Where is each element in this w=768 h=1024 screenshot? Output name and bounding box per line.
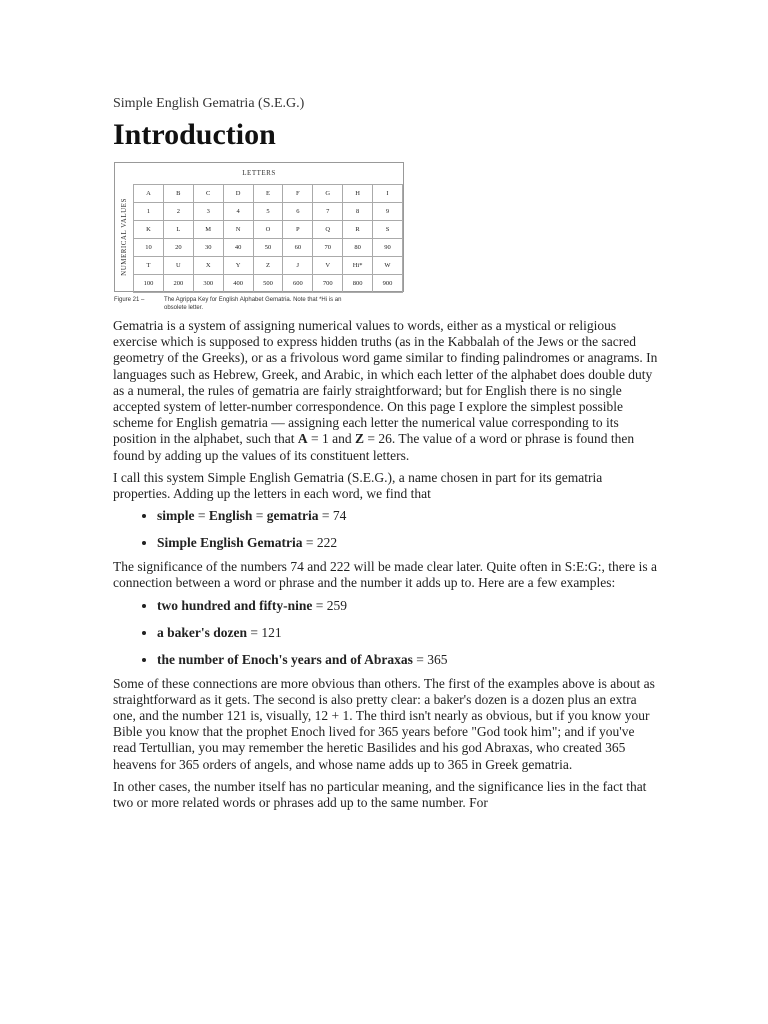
figure-grid	[133, 184, 403, 293]
figure-cell: 400	[223, 275, 253, 293]
figure-letters-header: LETTERS	[242, 169, 276, 177]
figure-cell: 40	[223, 239, 253, 257]
figure-cell: G	[313, 185, 343, 203]
figure-cell: L	[163, 221, 193, 239]
paragraph-significance: The significance of the numbers 74 and 222 will be made clear later. Quite often in S:E:G:, there is a connection between a word or phrase and the number it adds up to. Here are a few examples:	[113, 559, 657, 591]
figure-cell: 50	[253, 239, 283, 257]
figure-cell: Hi*	[343, 257, 373, 275]
text-run: = 26. The value of a word or phrase is found then found by adding up the values of its constituent letters.	[113, 431, 635, 463]
value: = 74	[318, 508, 347, 524]
figure-cell: 100	[134, 275, 164, 293]
bold-term: gematria	[266, 508, 319, 524]
bold-letter: A	[297, 431, 308, 447]
figure-cell: A	[134, 185, 164, 203]
section-heading: Introduction	[113, 118, 276, 151]
document-title: Simple English Gematria (S.E.G.)	[113, 96, 305, 111]
figure-cell: 200	[163, 275, 193, 293]
figure-cell: 1	[134, 203, 164, 221]
figure-cell: 7	[313, 203, 343, 221]
figure-cell: X	[193, 257, 223, 275]
figure-row	[134, 185, 403, 203]
paragraph-intro	[113, 318, 658, 464]
figure-cell: 70	[313, 239, 343, 257]
figure-cell: D	[223, 185, 253, 203]
bold-term: a baker's dozen	[157, 624, 248, 640]
figure-cell: 9	[373, 203, 403, 221]
figure-cell: I	[373, 185, 403, 203]
figure-cell: H	[343, 185, 373, 203]
figure-cell: 90	[373, 239, 403, 257]
figure-cell: 600	[283, 275, 313, 293]
figure-cell: K	[134, 221, 164, 239]
figure-cell: T	[134, 257, 164, 275]
figure-row	[134, 257, 403, 275]
paragraph-other-cases: In other cases, the number itself has no particular meaning, and the significance lies in the fact that two or more related words or phrases add up to the same number. For	[113, 778, 647, 811]
equals: =	[194, 508, 209, 524]
paragraph-naming: I call this system Simple English Gematria (S.E.G.), a name chosen in part for its gematria properties. Adding up the letters in each word, we find that	[113, 469, 603, 502]
figure-cell: S	[373, 221, 403, 239]
figure-cell: Q	[313, 221, 343, 239]
figure-cell: R	[343, 221, 373, 239]
bold-term: Simple English Gematria	[157, 535, 303, 551]
figure-cell: U	[163, 257, 193, 275]
figure-cell: 30	[193, 239, 223, 257]
figure-cell: F	[283, 185, 313, 203]
figure-cell: O	[253, 221, 283, 239]
figure-caption	[114, 296, 404, 312]
bold-term: simple	[157, 508, 195, 524]
figure-cell: 3	[193, 203, 223, 221]
figure-frame	[114, 162, 404, 292]
figure-cell: 500	[253, 275, 283, 293]
value: = 365	[412, 651, 448, 667]
bullet-list-examples	[113, 598, 658, 668]
list-item	[157, 625, 658, 641]
figure-cell: 20	[163, 239, 193, 257]
agrippa-key-figure	[114, 162, 404, 312]
text-run: = 1 and	[307, 431, 355, 447]
figure-cell: W	[373, 257, 403, 275]
figure-row	[134, 275, 403, 293]
figure-cell: V	[313, 257, 343, 275]
paragraph-connections: Some of these connections are more obvious than others. The first of the examples above is about as straightforward as it gets. The second is also pretty clear: a baker's dozen is a dozen plus an extra one, and the number 121 is, visually, 12 + 1. The third isn't nearly as obvious, but if you know your Bible you know that the prophet Enoch lived for 365 years before "God took him"; and if you've read Tertullian, you may remember the heretic Basilides and his god Abraxas, who created 365 heavens for 365 orders of angels, and whose name adds up to 365 in Greek gematria.	[113, 675, 655, 772]
list-item	[157, 535, 658, 551]
figure-cell: C	[193, 185, 223, 203]
figure-cell: 300	[193, 275, 223, 293]
figure-cell: 700	[313, 275, 343, 293]
figure-cell: P	[283, 221, 313, 239]
figure-cell: E	[253, 185, 283, 203]
figure-cell: 900	[373, 275, 403, 293]
figure-cell: N	[223, 221, 253, 239]
value: = 222	[302, 535, 338, 551]
figure-cell: B	[163, 185, 193, 203]
figure-cell: 10	[134, 239, 164, 257]
text-run: Gematria is a system of assigning numerical values to words, either as a mystical or religious exercise which is supposed to express hidden truths (as in the Kabbalah of the Jews or the sacred geometry of the Greeks), or as a frivolous word game similar to finding palindromes or anagrams. In languages such as Hebrew, Greek, and Arabic, in which each letter of the alphabet does double duty as a numeral, the rules of gematria are fairly straightforward; but for English there is no single accepted system of letter-number correspondence. On this page I explore the simplest possible scheme for English gematria — assigning each letter the numerical value corresponding to its position in the alphabet, such that	[113, 318, 658, 447]
figure-row	[134, 203, 403, 221]
bullet-list-values	[113, 508, 658, 551]
figure-row	[134, 221, 403, 239]
equals: =	[252, 508, 267, 524]
figure-cell: 8	[343, 203, 373, 221]
figure-cell: 800	[343, 275, 373, 293]
figure-row	[134, 239, 403, 257]
figure-cell: 4	[223, 203, 253, 221]
figure-cell: J	[283, 257, 313, 275]
article-body	[113, 318, 658, 817]
figure-side-label: NUMERICAL VALUES	[120, 198, 128, 276]
bold-letter: Z	[354, 431, 364, 447]
figure-cell: Y	[223, 257, 253, 275]
value: = 121	[247, 624, 282, 640]
figure-side-label-wrap	[117, 187, 131, 287]
figure-caption-text: The Agrippa Key for English Alphabet Gematria. Note that *Hi is an obsolete letter.	[164, 297, 342, 311]
value: = 259	[312, 597, 348, 613]
figure-cell: 80	[343, 239, 373, 257]
figure-cell: M	[193, 221, 223, 239]
list-item	[157, 652, 658, 668]
list-item	[157, 598, 658, 614]
figure-cell: Z	[253, 257, 283, 275]
figure-cell: 2	[163, 203, 193, 221]
bold-term: the number of Enoch's years and of Abraxas	[157, 651, 413, 667]
figure-caption-label: Figure 21 –	[114, 297, 145, 303]
bold-term: English	[208, 508, 253, 524]
figure-cell: 60	[283, 239, 313, 257]
figure-cell: 5	[253, 203, 283, 221]
figure-cell: 6	[283, 203, 313, 221]
list-item	[157, 508, 658, 524]
bold-term: two hundred and fifty-nine	[157, 597, 313, 613]
